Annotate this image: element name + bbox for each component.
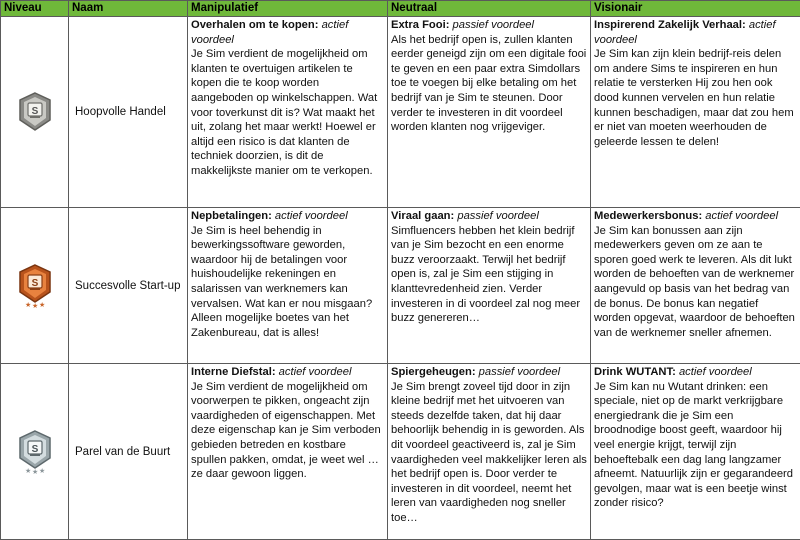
perk-visionair: Inspirerend Zakelijk Verhaal: actief voordeel Je Sim kan zijn klein bedrijf-reis delen om andere Sims te inspireren en hun relatie te versterken Hij zou hen ook dood kunnen vervelen en hun relatie kunnen beschadigen, maar dat zou hem er niet van moeten weerhouden de geleerde lessen te delen! <box>591 17 800 208</box>
perk-description: Je Sim kan zijn klein bedrijf-reis delen om andere Sims te inspireren en hun relatie te versterken Hij zou hen ook dood kunnen vervelen en hun relatie kunnen beschadigen, maar dat zou hem er niet van moeten weerhouden de geleerde lessen te delen! <box>594 48 794 148</box>
level-name: Succesvolle Start-up <box>69 208 188 364</box>
perk-description: Je Sim kan bonussen aan zijn medewerkers geven om ze aan te sporen goed werk te leveren. Als dit lukt worden de behoeften van de werknemer aangevuld op basis van het bedrag van de bonus. De bonus kan negatief worden opgevat, waardoor de behoeften van de werknemer sneller afnemen. <box>594 225 795 339</box>
svg-text:★: ★ <box>25 301 31 309</box>
svg-text:★: ★ <box>32 468 38 475</box>
perk-kind: actief voordeel <box>279 366 352 378</box>
perk-description: Je Sim kan nu Wutant drinken: een speciale, niet op de markt verkrijgbare energiedrank die je Sim een broodnodige boost geeft, waardoor hij veel energie krijgt, terwijl zijn behoeftebalk een dag lang langzamer afneemt. Natuurlijk zijn er gegarandeerd gevolgen, maar wat is een beetje winst zonder risico? <box>594 381 793 510</box>
perk-title: Medewerkersbonus <box>594 210 698 222</box>
level-cell <box>1 17 69 208</box>
perk-title: Overhalen om te kopen <box>191 19 315 31</box>
table-row <box>1 208 800 364</box>
perk-manipulatief: Overhalen om te kopen: actief voordeel Je Sim verdient de mogelijkheid om klanten te overtuigen artikelen te kopen die te koop worden aangeboden op winkelschappen. Wat voor toverkunst dit is? Wat maakt het uit, zolang het maar werkt! Hoewel er altijd een risico is dat klanten de techniek doorzien, is dit de makkelijkste manier om te verkopen. <box>188 17 388 208</box>
level-name: Hoopvolle Handel <box>69 17 188 208</box>
perk-title: Viraal gaan <box>391 210 451 222</box>
perk-neutraal: Spiergeheugen: passief voordeel Je Sim brengt zoveel tijd door in zijn kleine bedrijf met het uitvoeren van steeds dezelfde taken, dat hij daar behoorlijk behendig in is geworden. Als dit voordeel geactiveerd is, zal je Sim vaardigheden veel makkelijker leren als het bedrijf open is. Door verder te investeren in dit voordeel, neemt het leren van vaardigheden nog sneller toe… <box>388 364 591 540</box>
perk-kind: actief voordeel <box>275 210 348 222</box>
silver-store-badge-icon <box>15 91 55 133</box>
perk-title: Extra Fooi <box>391 19 446 31</box>
level-cell <box>1 208 69 364</box>
svg-text:S: S <box>31 106 38 117</box>
perk-description: Je Sim is heel behendig in bewerkingssoftware geworden, waardoor hij de betalingen voor huishoudelijke rekeningen en salarissen van werknemers kan vervalsen. Wat kan er nou misgaan? Alleen mogelijke boetes van het Zakenbureau, dat is alles! <box>191 225 372 339</box>
perk-title: Drink WUTANT <box>594 366 672 378</box>
perk-kind: passief voordeel <box>453 19 534 31</box>
perk-kind: actief voordeel <box>594 19 776 46</box>
perk-description: Je Sim verdient de mogelijkheid om klanten te overtuigen artikelen te kopen die te koop worden aangeboden op winkelschappen. Wat voor toverkunst dit is? Wat maakt het uit, zolang het maar werkt! Hoewel er altijd een risico is dat klanten de techniek doorzien, is dit de makkelijkste manier om te verkopen. <box>191 48 377 177</box>
perk-title: Spiergeheugen <box>391 366 472 378</box>
svg-text:S: S <box>31 278 38 289</box>
perk-title: Inspirerend Zakelijk Verhaal <box>594 19 742 31</box>
perk-manipulatief: Nepbetalingen: actief voordeel Je Sim is heel behendig in bewerkingssoftware geworden, waardoor hij de betalingen voor huishoudelijke rekeningen en salarissen van werknemers kan vervalsen. Wat kan er nou misgaan? Alleen mogelijke boetes van het Zakenbureau, dat is alles! <box>188 208 388 364</box>
table-row <box>1 364 800 540</box>
svg-text:★: ★ <box>32 302 38 309</box>
perk-kind: actief voordeel <box>191 19 348 46</box>
perk-visionair: Medewerkersbonus: actief voordeel Je Sim kan bonussen aan zijn medewerkers geven om ze aan te sporen goed werk te leveren. Als dit lukt worden de behoeften van de werknemer aangevuld op basis van het bedrag van de bonus. De bonus kan negatief worden opgevat, waardoor de behoeften van de werknemer sneller afnemen. <box>591 208 800 364</box>
header-visionair: Visionair <box>591 1 800 17</box>
perk-kind: passief voordeel <box>457 210 538 222</box>
table-row <box>1 17 800 208</box>
perk-manipulatief: Interne Diefstal: actief voordeel Je Sim verdient de mogelijkheid om voorwerpen te pikken, ongeacht zijn vaardigheden of eigenschappen. Met deze eigenschap kan je Sim verboden gebieden betreden en kostbare spullen pakken, omdat, je weet wel …ze daar gewoon liggen. <box>188 364 388 540</box>
perk-title: Interne Diefstal <box>191 366 272 378</box>
header-manipulatief: Manipulatief <box>188 1 388 17</box>
svg-text:S: S <box>31 444 38 455</box>
bronze-store-badge-icon <box>15 263 55 309</box>
svg-text:★: ★ <box>25 467 31 475</box>
header-naam: Naam <box>69 1 188 17</box>
platinum-store-badge-icon <box>15 429 55 475</box>
perk-description: Als het bedrijf open is, zullen klanten eerder geneigd zijn om een digitale fooi te geven en een paar extra Simdollars toe te voegen bij elke betaling om het bedrijf van je Sim te steunen. Door verder te investeren in dit voordeel worden klanten nog vrijgeviger. <box>391 34 586 134</box>
level-name: Parel van de Buurt <box>69 364 188 540</box>
perk-description: Simfluencers hebben het klein bedrijf van je Sim bezocht en een enorme buzz veroorzaakt. Terwijl het bedrijf open is, zal je Sim een stijging in klanttevredenheid zien. Verder investeren in di voordeel zal nog meer buzz genereren… <box>391 225 580 325</box>
perk-kind: actief voordeel <box>679 366 752 378</box>
svg-text:★: ★ <box>39 467 45 475</box>
svg-text:★: ★ <box>39 301 45 309</box>
perk-kind: actief voordeel <box>705 210 778 222</box>
level-cell <box>1 364 69 540</box>
perk-neutraal: Viraal gaan: passief voordeel Simfluencers hebben het klein bedrijf van je Sim bezocht en een enorme buzz veroorzaakt. Terwijl het bedrijf open is, zal je Sim een stijging in klanttevredenheid zien. Verder investeren in di voordeel zal nog meer buzz genereren… <box>388 208 591 364</box>
perk-visionair: Drink WUTANT: actief voordeel Je Sim kan nu Wutant drinken: een speciale, niet op de markt verkrijgbare energiedrank die je Sim een broodnodige boost geeft, waardoor hij veel energie krijgt, terwijl zijn behoeftebalk een dag lang langzamer afneemt. Natuurlijk zijn er gegarandeerd gevolgen, maar wat is een beetje winst zonder risico? <box>591 364 800 540</box>
perk-title: Nepbetalingen <box>191 210 268 222</box>
perk-description: Je Sim verdient de mogelijkheid om voorwerpen te pikken, ongeacht zijn vaardigheden of eigenschappen. Met deze eigenschap kan je Sim verboden gebieden betreden en kostbare spullen pakken, omdat, je weet wel …ze daar gewoon liggen. <box>191 381 381 481</box>
perk-neutraal: Extra Fooi: passief voordeel Als het bedrijf open is, zullen klanten eerder geneigd zijn om een digitale fooi te geven en een paar extra Simdollars toe te voegen bij elke betaling om het bedrijf van je Sim te steunen. Door verder te investeren in dit voordeel worden klanten nog vrijgeviger. <box>388 17 591 208</box>
header-niveau: Niveau <box>1 1 69 17</box>
perk-description: Je Sim brengt zoveel tijd door in zijn kleine bedrijf met het uitvoeren van steeds dezelfde taken, dat hij daar behoorlijk behendig in is geworden. Als dit voordeel geactiveerd is, zal je Sim vaardigheden veel makkelijker leren als het bedrijf open is. Door verder te investeren in dit voordeel, neemt het leren van vaardigheden nog sneller toe… <box>391 381 587 524</box>
header-neutraal: Neutraal <box>388 1 591 17</box>
perk-kind: passief voordeel <box>479 366 560 378</box>
header-row <box>1 1 800 17</box>
